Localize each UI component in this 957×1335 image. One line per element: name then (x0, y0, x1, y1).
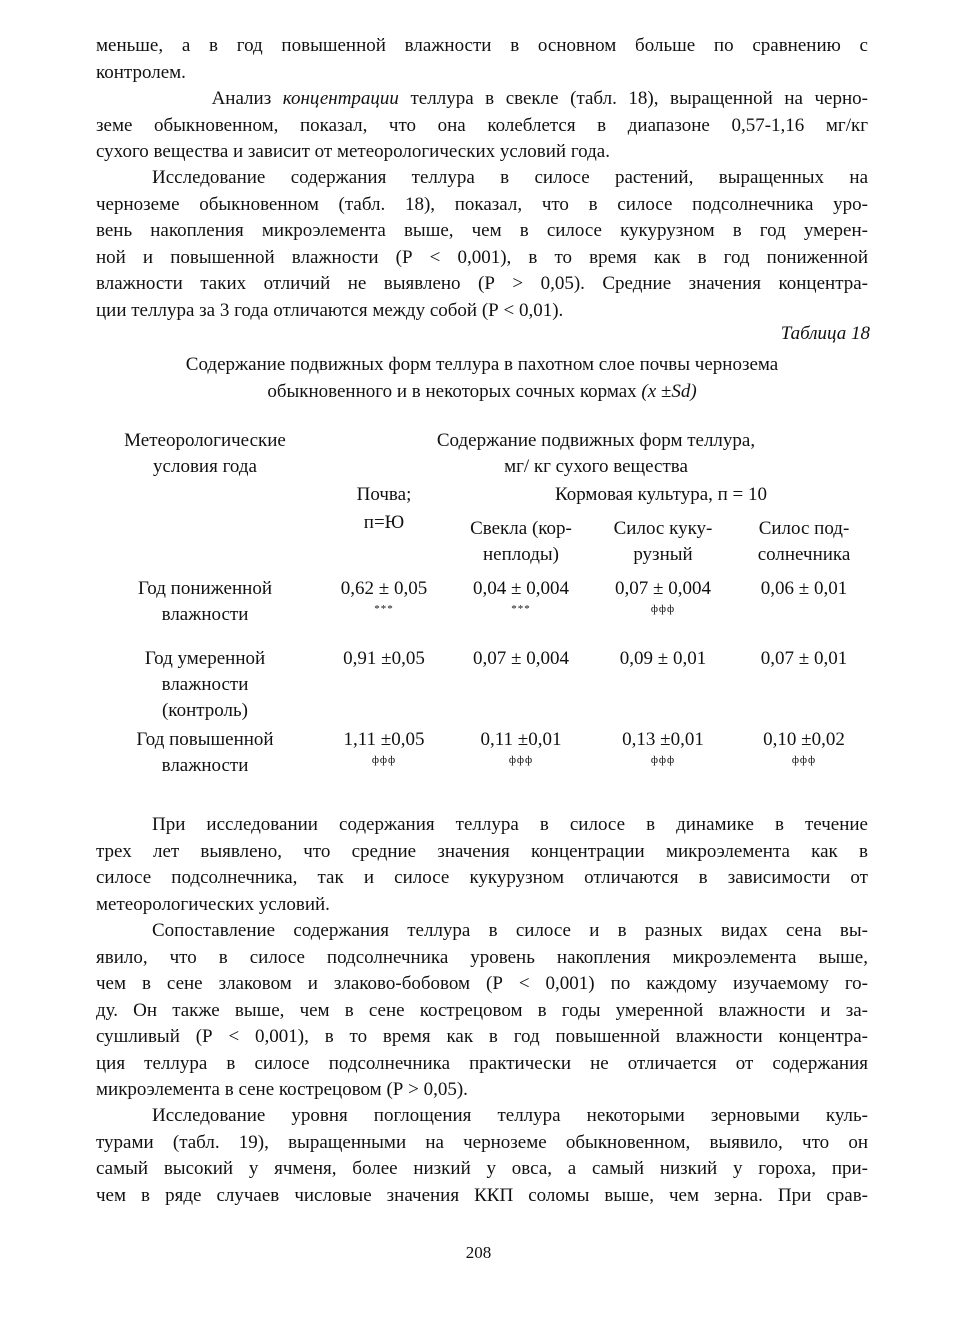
table-cell-sunflower: 0,10 ±0,02 (763, 729, 845, 750)
table-cell-beet: 0,04 ± 0,004 (473, 578, 569, 599)
text-line: ной и повышенной влажности (Р < 0,001), в то время как в год пониженной (96, 246, 868, 268)
text-line: ду. Он также выше, чем в сене кострецовом в годы умеренной влажности и за- (96, 999, 868, 1021)
text-line: турами (табл. 19), выращенными на черноземе обыкновенном, выявило, что он (96, 1131, 868, 1153)
paragraph-1 (96, 33, 868, 86)
significance-mark: ффф (650, 754, 676, 766)
text-line: Исследование уровня поглощения теллура некоторыми зерновыми куль- (152, 1105, 868, 1126)
significance-mark: ффф (371, 754, 397, 766)
significance-mark: ффф (791, 754, 817, 766)
text-line: чем в ряде случаев числовые значения ККП соломы выше, чем зерна. При срав- (96, 1184, 868, 1206)
text-line: меньше, а в год повышенной влажности в основном больше по сравнению с (96, 35, 868, 56)
paragraph-4 (96, 812, 868, 918)
text-line: трех лет выявлено, что средние значения концентрации микроэлемента как в (96, 840, 868, 862)
table-row-label: Год умеренной влажности (контроль) (144, 648, 266, 721)
table-title-line-2 (96, 378, 868, 405)
text-line: сушливый (Р < 0,001), в то время как в год повышенной влажности концентра- (96, 1026, 868, 1047)
text-line: черноземе обыкновенном (табл. 18), показал, что в силосе подсолнечника уро- (96, 193, 868, 215)
significance-mark: *** (511, 603, 531, 615)
significance-mark: *** (374, 603, 394, 615)
table-cell-corn: 0,07 ± 0,004 (615, 578, 711, 599)
table-cell-beet: 0,07 ± 0,004 (473, 648, 569, 669)
text-line: вень накопления микроэлемента выше, чем в силосе кукурузном в год умерен- (96, 220, 868, 241)
table-label: Таблица 18 (780, 323, 870, 344)
text-line: чем в сене злаковом и злаково-бобовом (Р < 0,001) по каждому изучаемому го- (96, 973, 868, 994)
table-cell-corn: 0,13 ±0,01 (622, 729, 704, 750)
header-conditions: Метеорологические условия года (124, 430, 286, 477)
text-line: явило, что в силосе подсолнечника уровень накопления микроэлемента выше, (96, 946, 868, 968)
table-cell-soil: 0,91 ±0,05 (343, 648, 425, 669)
table-title-text: обыкновенного и в некоторых сочных кормах (267, 381, 637, 402)
text-line: контролем. (96, 61, 186, 83)
table-cell-beet: 0,11 ±0,01 (480, 729, 562, 750)
paragraph-2 (96, 86, 868, 166)
table-row-label: Год пониженной влажности (137, 578, 272, 625)
table-cell-sunflower: 0,07 ± 0,01 (760, 648, 848, 669)
header-beet: Свекла (кор- неплоды) (470, 518, 572, 565)
paragraph-3 (96, 165, 868, 324)
text-line: ции теллура за 3 года отличаются между собой (Р < 0,01). (96, 299, 564, 321)
table-cell-corn: 0,09 ± 0,01 (619, 648, 707, 669)
text-line: микроэлемента в сене кострецовом (Р > 0,05). (96, 1079, 468, 1100)
significance-mark: ффф (650, 603, 676, 615)
table-row-label: Год повышенной влажности (136, 729, 274, 776)
paragraph-6 (96, 1103, 868, 1209)
header-corn-silage: Силос куку- рузный (613, 518, 713, 565)
text-line: силосе подсолнечника, так и силосе кукурузном отличаются в зависимости от (96, 867, 868, 888)
header-content: Содержание подвижных форм теллура, мг/ кг сухого вещества (436, 430, 756, 477)
text-line: метеорологических условий. (96, 893, 330, 915)
table-title-formula: (х ±Sd) (641, 381, 697, 402)
text-line: Сопоставление содержания теллура в силосе и в разных видах сена вы- (152, 920, 868, 941)
table-title-line: Содержание подвижных форм теллура в пахотном слое почвы чернозема (185, 354, 779, 375)
header-sunflower-silage: Силос под- солнечника (757, 518, 851, 565)
header-fodder: Кормовая культура, п = 10 (554, 484, 768, 505)
table-title (96, 351, 868, 405)
table-cell-sunflower: 0,06 ± 0,01 (760, 578, 848, 599)
text-line: самый высокий у ячменя, более низкий у овса, а самый низкий у гороха, при- (96, 1158, 868, 1179)
text-line: Анализ концентрации теллура в свекле (табл. 18), выращенной на черно- (96, 88, 868, 109)
header-soil: Почва; п=Ю (356, 484, 412, 533)
text-line: влажности таких отличий не выявлено (Р > 0,05). Средние значения концентра- (96, 273, 868, 294)
text-line: При исследовании содержания теллура в силосе в динамике в течение (152, 814, 868, 835)
text-line: сухого вещества и зависит от метеорологических условий года. (96, 141, 610, 162)
page-number: 208 (465, 1243, 492, 1262)
significance-mark: ффф (508, 754, 534, 766)
text-line: ция теллура в силосе подсолнечника практически не отличается от содержания (96, 1052, 868, 1074)
text-line: земе обыкновенном, показал, что она колеблется в диапазоне 0,57-1,16 мг/кг (96, 114, 868, 136)
table-cell-soil: 0,62 ± 0,05 (340, 578, 428, 599)
table-cell-soil: 1,11 ±0,05 (343, 729, 425, 750)
text-line: Исследование содержания теллура в силосе растений, выращенных на (152, 167, 868, 188)
paragraph-5 (96, 918, 868, 1104)
